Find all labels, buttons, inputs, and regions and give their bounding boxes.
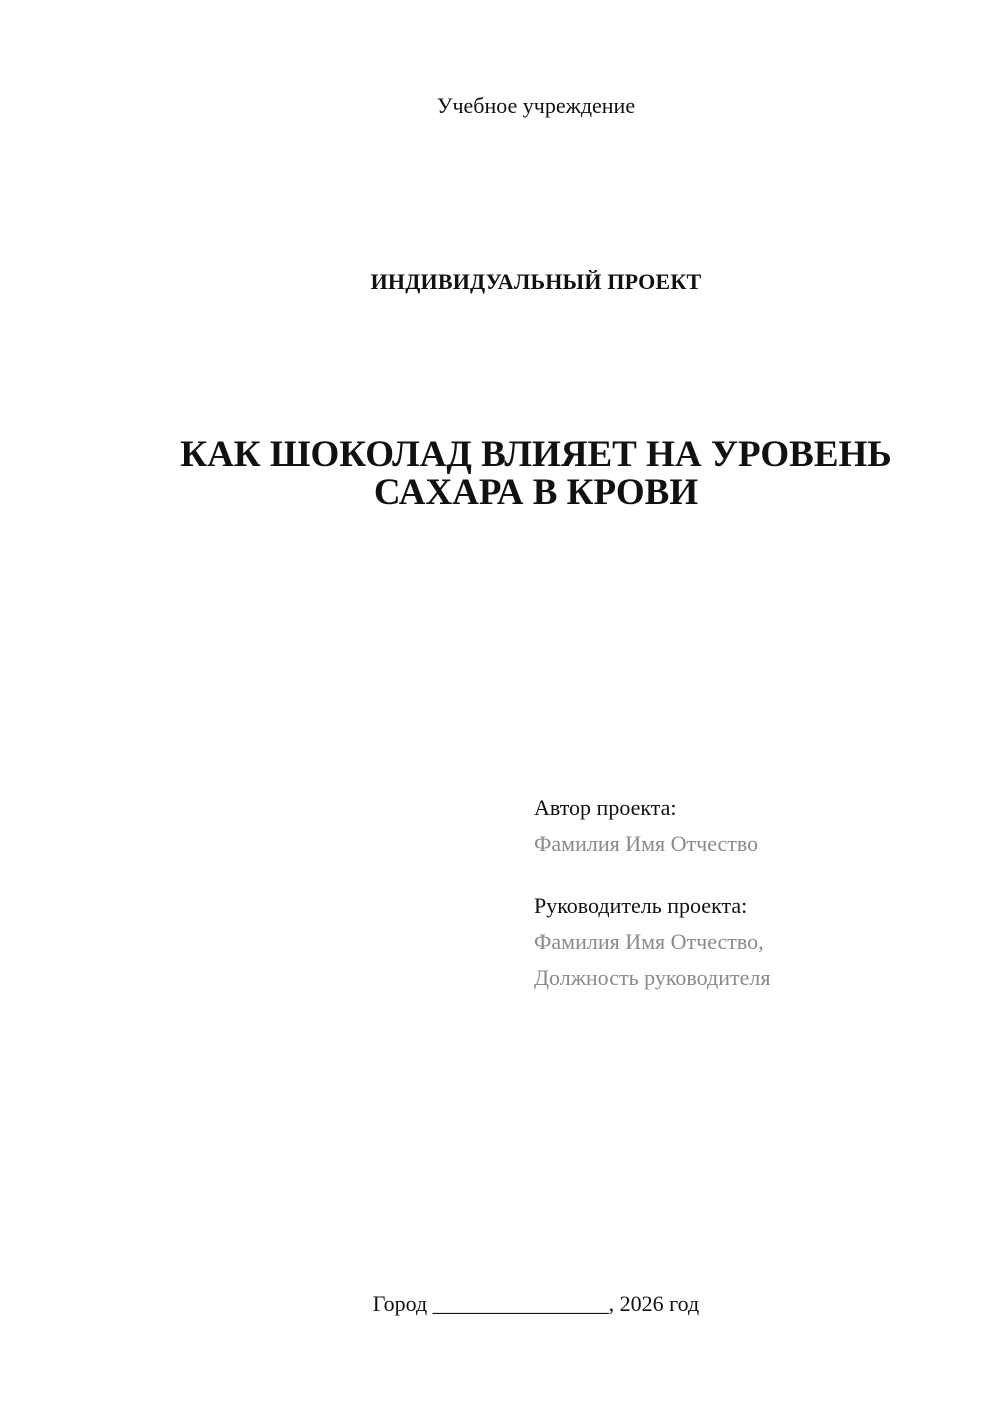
credits-spacer: [534, 862, 974, 888]
credits-block: [534, 790, 974, 996]
project-title: [100, 436, 972, 512]
author-label: Автор проекта:: [534, 795, 677, 820]
document-type: ИНДИВИДУАЛЬНЫЙ ПРОЕКТ: [370, 269, 702, 294]
project-title-line-1: КАК ШОКОЛАД ВЛИЯЕТ НА УРОВЕНЬ: [180, 434, 892, 475]
author-name: Фамилия Имя Отчество: [534, 831, 759, 856]
institution-name: Учебное учреждение: [436, 93, 636, 118]
supervisor-position: Должность руководителя: [534, 965, 771, 990]
supervisor-label: Руководитель проекта:: [534, 893, 748, 918]
supervisor-name: Фамилия Имя Отчество,: [534, 929, 764, 954]
city-year-line: Город ________________, 2026 год: [372, 1291, 700, 1316]
project-title-line-2: САХАРА В КРОВИ: [373, 472, 699, 513]
